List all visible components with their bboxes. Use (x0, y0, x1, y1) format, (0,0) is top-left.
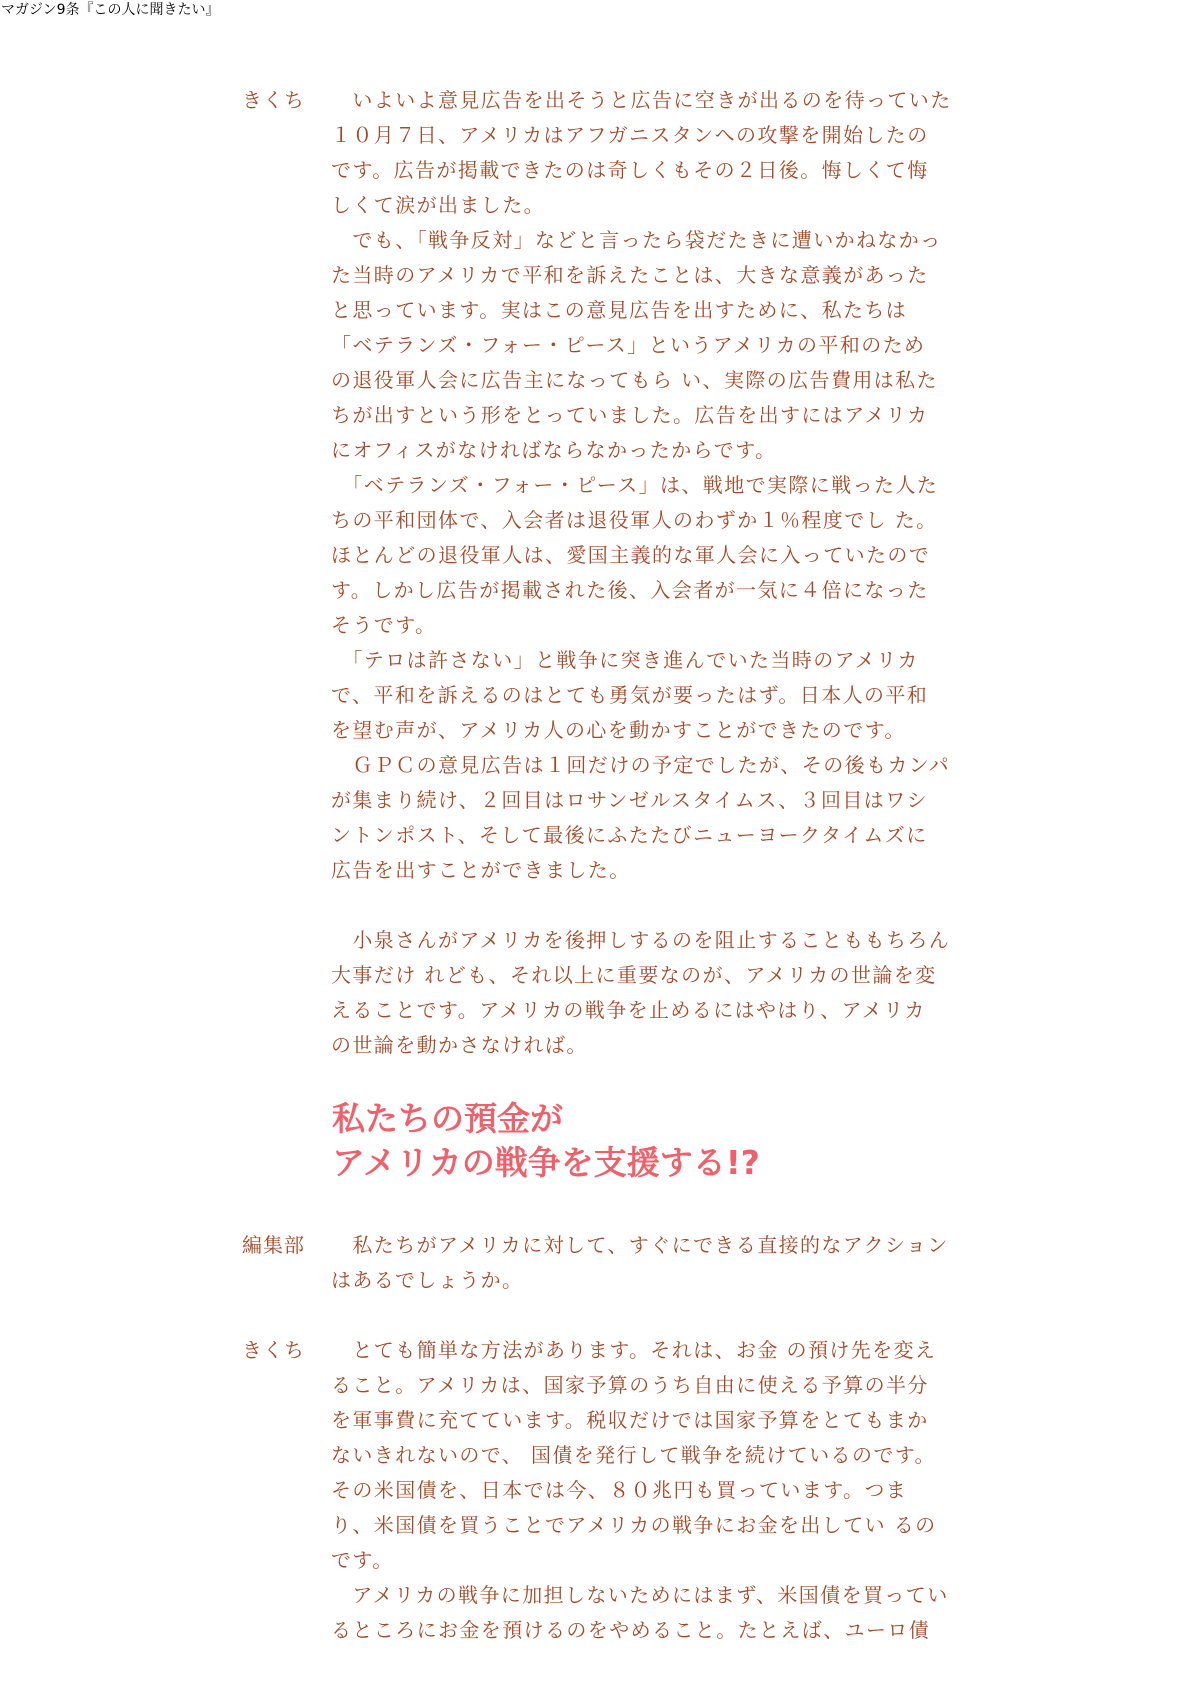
text-line: 「ベテランズ・フォー・ピース」というアメリカの平和のため (331, 333, 926, 357)
text-line: ないきれないので、 国債を発行して戦争を続けているのです。 (331, 1443, 936, 1467)
speaker-label: きくち (242, 1338, 305, 1362)
dialogue-text (331, 1333, 1021, 1648)
text-line: るところにお金を預けるのをやめること。たとえば、ユーロ債 (331, 1618, 931, 1642)
text-line: 大事だけ れども、それ以上に重要なのが、アメリカの世論を変 (331, 963, 937, 987)
text-line: にオフィスがなければならなかったからです。 (331, 438, 777, 462)
text-line: り、米国債を買うことでアメリカの戦争にお金を出してい るの (331, 1513, 937, 1537)
text-line: を望む声が、アメリカ人の心を動かすことができたのです。 (331, 718, 906, 742)
text-line: ちが出すという形をとっていました。広告を出すにはアメリカ (331, 403, 929, 427)
text-line: ＧＰＣの意見広告は１回だけの予定でしたが、その後もカンパ (331, 753, 951, 777)
text-line: 小泉さんがアメリカを後押しするのを阻止することももちろん (331, 928, 951, 952)
page-header-title: マガジン9条『この人に聞きたい』 (1, 2, 220, 18)
text-line: と思っています。実はこの意見広告を出すために、私たちは (331, 298, 908, 322)
text-line: １０月７日、アメリカはアフガニスタンへの攻撃を開始したの (331, 123, 929, 147)
text-line: の世論を動かさなければ。 (331, 1033, 588, 1057)
text-line: です。広告が掲載できたのは奇しくもその２日後。悔しくて悔 (331, 158, 929, 182)
text-line: しくて涙が出ました。 (331, 193, 545, 217)
text-line: でも、「戦争反対」などと言ったら袋だたきに遭いかねなかっ (331, 228, 942, 252)
text-line: ること。アメリカは、国家予算のうち自由に使える予算の半分 (331, 1373, 929, 1397)
text-line: です。 (331, 1548, 394, 1572)
text-line: 「テロは許さない」と戦争に突き進んでいた当時のアメリカ (331, 648, 919, 672)
section-heading (332, 1097, 760, 1185)
speaker-label: 編集部 (242, 1233, 305, 1257)
text-line: 私たちがアメリカに対して、すぐにできる直接的なアクション (331, 1233, 949, 1257)
speaker-label: きくち (242, 88, 305, 112)
text-line: とても簡単な方法があります。それは、お金 の預け先を変え (331, 1338, 937, 1362)
text-line: はあるでしょうか。 (331, 1268, 524, 1292)
text-line: ほとんどの退役軍人は、愛国主義的な軍人会に入っていたので (331, 543, 931, 567)
dialogue-text (331, 83, 1021, 1063)
text-line: いよいよ意見広告を出そうと広告に空きが出るのを待っていた (331, 88, 952, 112)
text-line: アメリカの戦争に加担しないためにはまず、米国債を買ってい (331, 1583, 949, 1607)
text-line: ちの平和団体で、入会者は退役軍人のわずか１％程度でし た。 (331, 508, 938, 532)
blank-line (331, 888, 1021, 923)
text-line: 「ベテランズ・フォー・ピース」は、戦地で実際に戦った人た (331, 473, 939, 497)
text-line: を軍事費に充てています。税収だけでは国家予算をとてもまか (331, 1408, 929, 1432)
text-line: そうです。 (331, 613, 437, 637)
text-line: で、平和を訴えるのはとても勇気が要ったはず。日本人の平和 (331, 683, 929, 707)
text-line: の退役軍人会に広告主になってもら い、実際の広告費用は私た (331, 368, 938, 392)
text-line: た当時のアメリカで平和を訴えたことは、大きな意義があった (331, 263, 929, 287)
text-line: その米国債を、日本では今、８０兆円も買っています。つま (331, 1478, 908, 1502)
text-line: えることです。アメリカの戦争を止めるにはやはり、アメリカ (331, 998, 926, 1022)
text-line: が集まり続け、２回目はロサンゼルスタイムス、３回目はワシ (331, 788, 928, 812)
section-heading-line-1: 私たちの預金が (332, 1099, 563, 1138)
section-heading-line-2: アメリカの戦争を支援する!? (332, 1143, 760, 1182)
text-line: 広告を出すことができました。 (331, 858, 631, 882)
text-line: す。しかし広告が掲載された後、入会者が一気に４倍になった (331, 578, 929, 602)
text-line: ントンポスト、そして最後にふたたびニューヨークタイムズに (331, 823, 928, 847)
dialogue-text (331, 1228, 1021, 1298)
